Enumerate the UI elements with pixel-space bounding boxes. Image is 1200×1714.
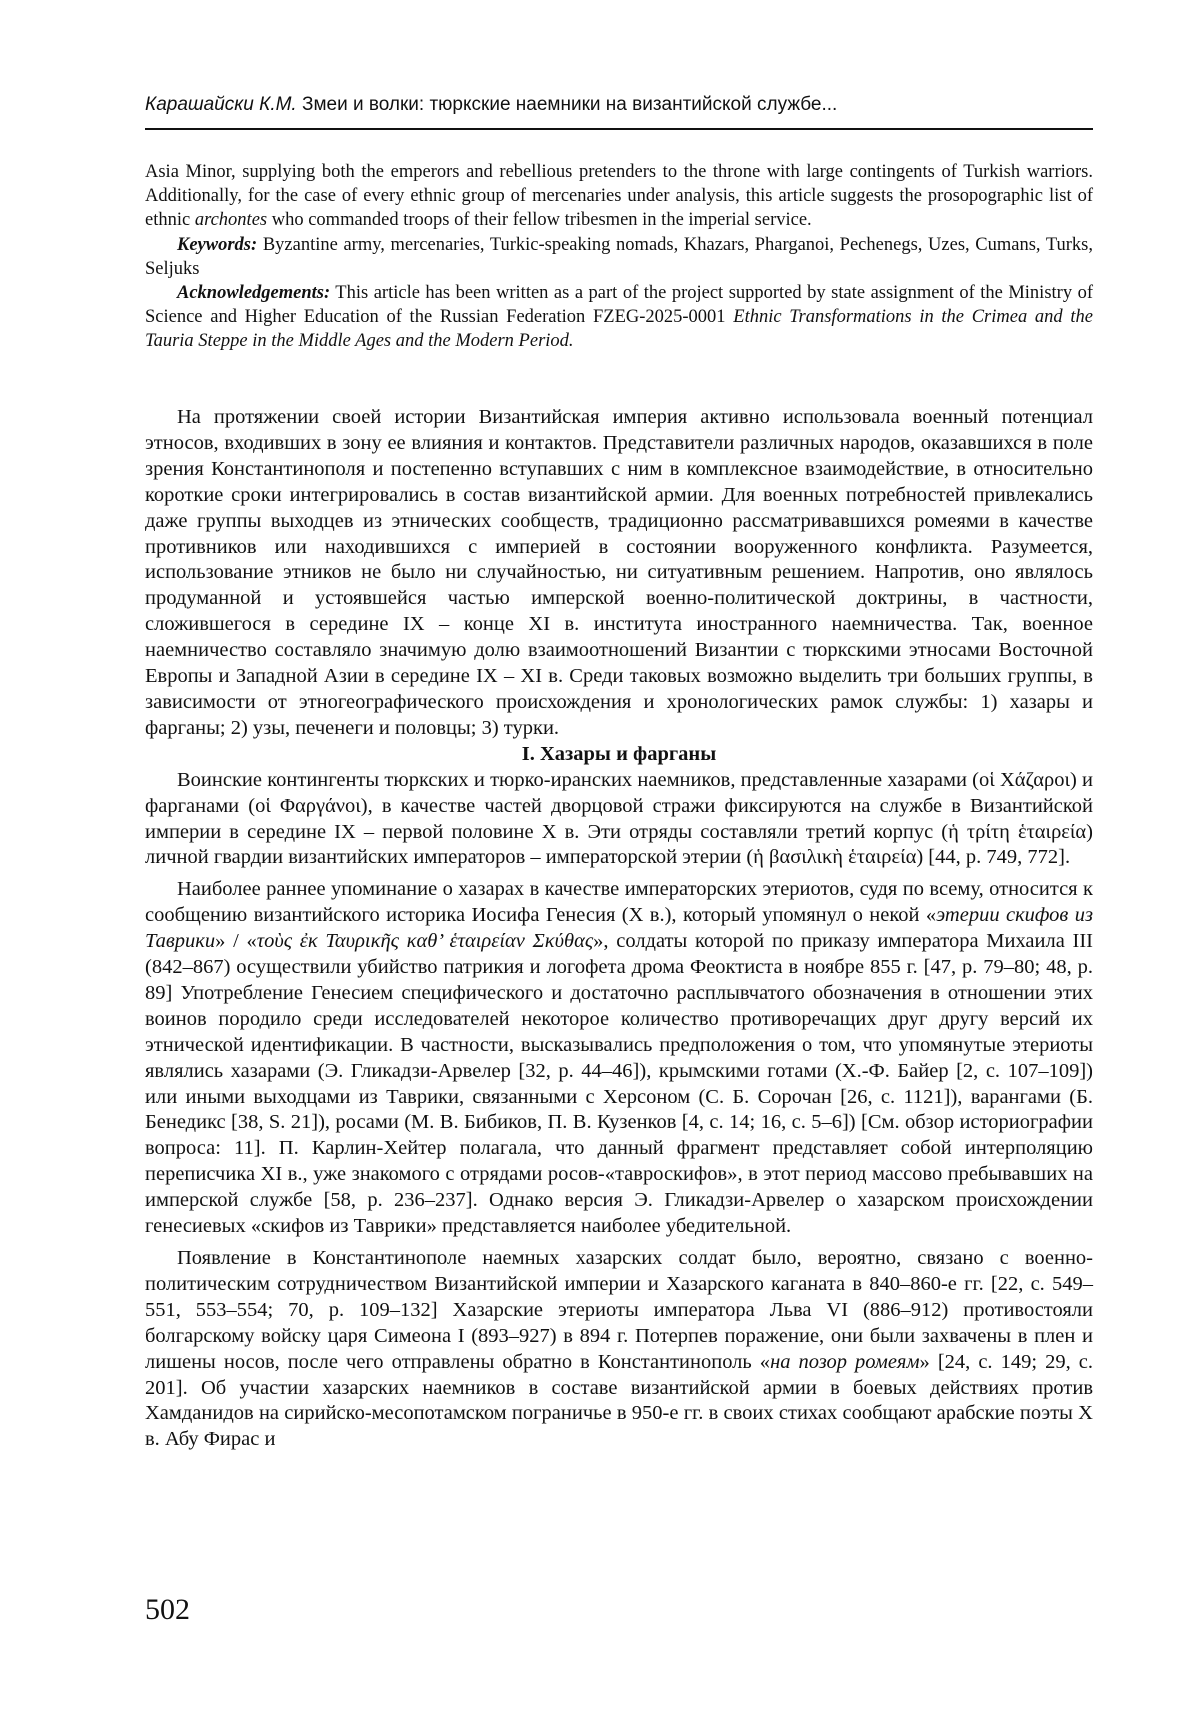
paragraph-text-end: », солдаты которой по приказу императора Михаила III (842–867) осуществили убийство патрикия и логофета дрома Феоктиста в ноябре 855 г. [47, p. 79–80; 48, p. 89] Употребление Генесием специфического и достаточно расплывчатого обозначения в отношении этих воинов породило среди исследователей некоторое количество противоречащих друг другу версий их этнической идентификации. В частности, высказывались предположения о том, что упомянутые этериоты являлись хазарами (Э. Гликадзи-Арвелер [32, p. 44–46]), крымскими готами (Х.-Ф. Байер [2, с. 107–109]) или иными выходцами из Таврики, связанными с Херсоном (С. Б. Сорочан [26, с. 1121]), варангами (Б. Бенедикс [38, S. 21]), росами (М. В. Бибиков, П. В. Кузенков [4, с. 14; 16, с. 5–6]) [См. обзор историографии вопроса: 11]. П. Карлин-Хейтер полагала, что данный фрагмент представляет собой интерполяцию переписчика XI в., уже знакомого с отрядами росов-«тавроскифов», в этот период массово пребывавших на имперской службе [58, p. 236–237]. Однако версия Э. Гликадзи-Арвелер о хазарском происхождении генесиевых «скифов из Таврики» представляется наиболее убедительной. [145,930,1093,1238]
keywords-label: Keywords: [177,234,258,255]
paragraph-genesios [145,877,1093,1240]
abstract-text-end: who commanded troops of their fellow tribesmen in the imperial service. [267,210,812,231]
acknowledgements-text: This article has been written as a part of the project supported by state assignment of the Ministry of Science and Higher Education of the Russian Federation FZEG-2025-0001 [145,283,1093,328]
article-body [145,405,1093,1453]
paragraph-khazars-pharganoi: Воинские контингенты тюркских и тюрко-иранских наемников, представленные хазарами (οἱ Χάζαροι) и фарганами (οἱ Φαργάνοι), в качестве частей дворцовой стражи фиксируются на службе в Византийской империи в середине IX – первой половине X в. Эти отряды составляли третий корпус (ἡ τρίτη ἑταιρεία) личной гвардии византийских императоров – императорской этерии (ἡ βασιλικὴ ἑταιρεία) [44, p. 749, 772]. [145,768,1093,869]
paragraph-text: Появление в Константинополе наемных хазарских солдат было, вероятно, связано с военно-политическим сотрудничеством Византийской империи и Хазарского каганата в 840–860-е гг. [22, с. 549–551, 553–554; 70, p. 109–132] Хазарские этериоты императора Льва VI (886–912) противостояли болгарскому войску царя Симеона I (893–927) в 894 г. Потерпев поражение, они были захвачены в плен и лишены носов, после чего отправлены обратно в Константинополь « [145,1247,1093,1373]
acknowledgements [145,281,1093,354]
paragraph-khazar-mercenaries [145,1246,1093,1453]
paragraph-text: Наиболее раннее упоминание о хазарах в качестве императорских этериотов, судя по всему, относится к сообщению византийского историка Иосифа Генесия (X в.), который упомянул о некой « [145,878,1093,927]
header-rule [145,128,1093,130]
running-head-author: Карашайски К.М. [145,94,297,115]
section-heading: I. Хазары и фарганы [521,742,717,765]
keywords-list: Byzantine army, mercenaries, Turkic-speaking nomads, Khazars, Pharganoi, Pechenegs, Uzes, Cumans, Turks, Seljuks [145,234,1093,279]
abstract-text: Asia Minor, supplying both the emperors and rebellious pretenders to the throne with large contingents of Turkish warriors. Additionally, for the case of every ethnic group of mercenaries under analysis, this article suggests the prosopographic list of ethnic [145,162,1093,231]
project-title: Ethnic Transformations in the Crimea and the Tauria Steppe in the Middle Ages and the Modern Period. [145,307,1093,352]
quote-italic: на позор ромеям [770,1350,920,1373]
quote-russian: этерии скифов из Таврики [145,904,1093,953]
keywords [145,233,1093,281]
quote-greek: τοὺς ἐκ Ταυρικῆς καθ’ ἑταιρείαν Σκύθας [256,930,594,953]
paragraph-intro: На протяжении своей истории Византийская империя активно использовала военный потенциал этносов, входивших в зону ее влияния и контактов. Представители различных народов, оказавшихся в поле зрения Константинополя и постепенно вступавших с ним в комплексное взаимодействие, в относительно короткие сроки интегрировались в состав византийской армии. Для военных потребностей привлекались даже группы выходцев из этнических сообществ, традиционно рассматривавшихся ромеями в качестве противников или находившихся с империей в состоянии вооруженного конфликта. Разумеется, использование этников не было ни случайностью, ни ситуативным решением. Напротив, оно являлось продуманной и устоявшейся частью имперской военно-политической доктрины, в частности, сложившегося в середине IX – конце XI в. института иностранного наемничества. Так, военное наемничество составляло значимую долю взаимоотношений Византии с тюркскими этносами Восточной Европы и Западной Азии в середине IX – XI в. Среди таковых возможно выделить три больших группы, в зависимости от этногеографического происхождения и хронологических рамок службы: 1) хазары и фарганы; 2) узы, печенеги и половцы; 3) турки. [145,406,1093,739]
acknowledgements-label: Acknowledgements: [177,283,331,304]
abstract-term-archontes: archontes [194,210,268,231]
abstract-continuation [145,160,1093,233]
running-head [145,94,1090,116]
quote-separator: » / « [215,930,257,953]
abstract-block [145,160,1093,354]
running-head-title: Змеи и волки: тюркские наемники на византийской службе... [301,94,838,115]
paragraph-text-end: » [24, с. 149; 29, с. 201]. Об участии хазарских наемников в составе византийской армии в боевых действиях против Хамданидов на сирийско-месопотамском пограничье в 950-е гг. в своих стихах сообщают арабские поэты X в. Абу Фирас и [145,1350,1093,1451]
page-number: 502 [145,1593,190,1626]
